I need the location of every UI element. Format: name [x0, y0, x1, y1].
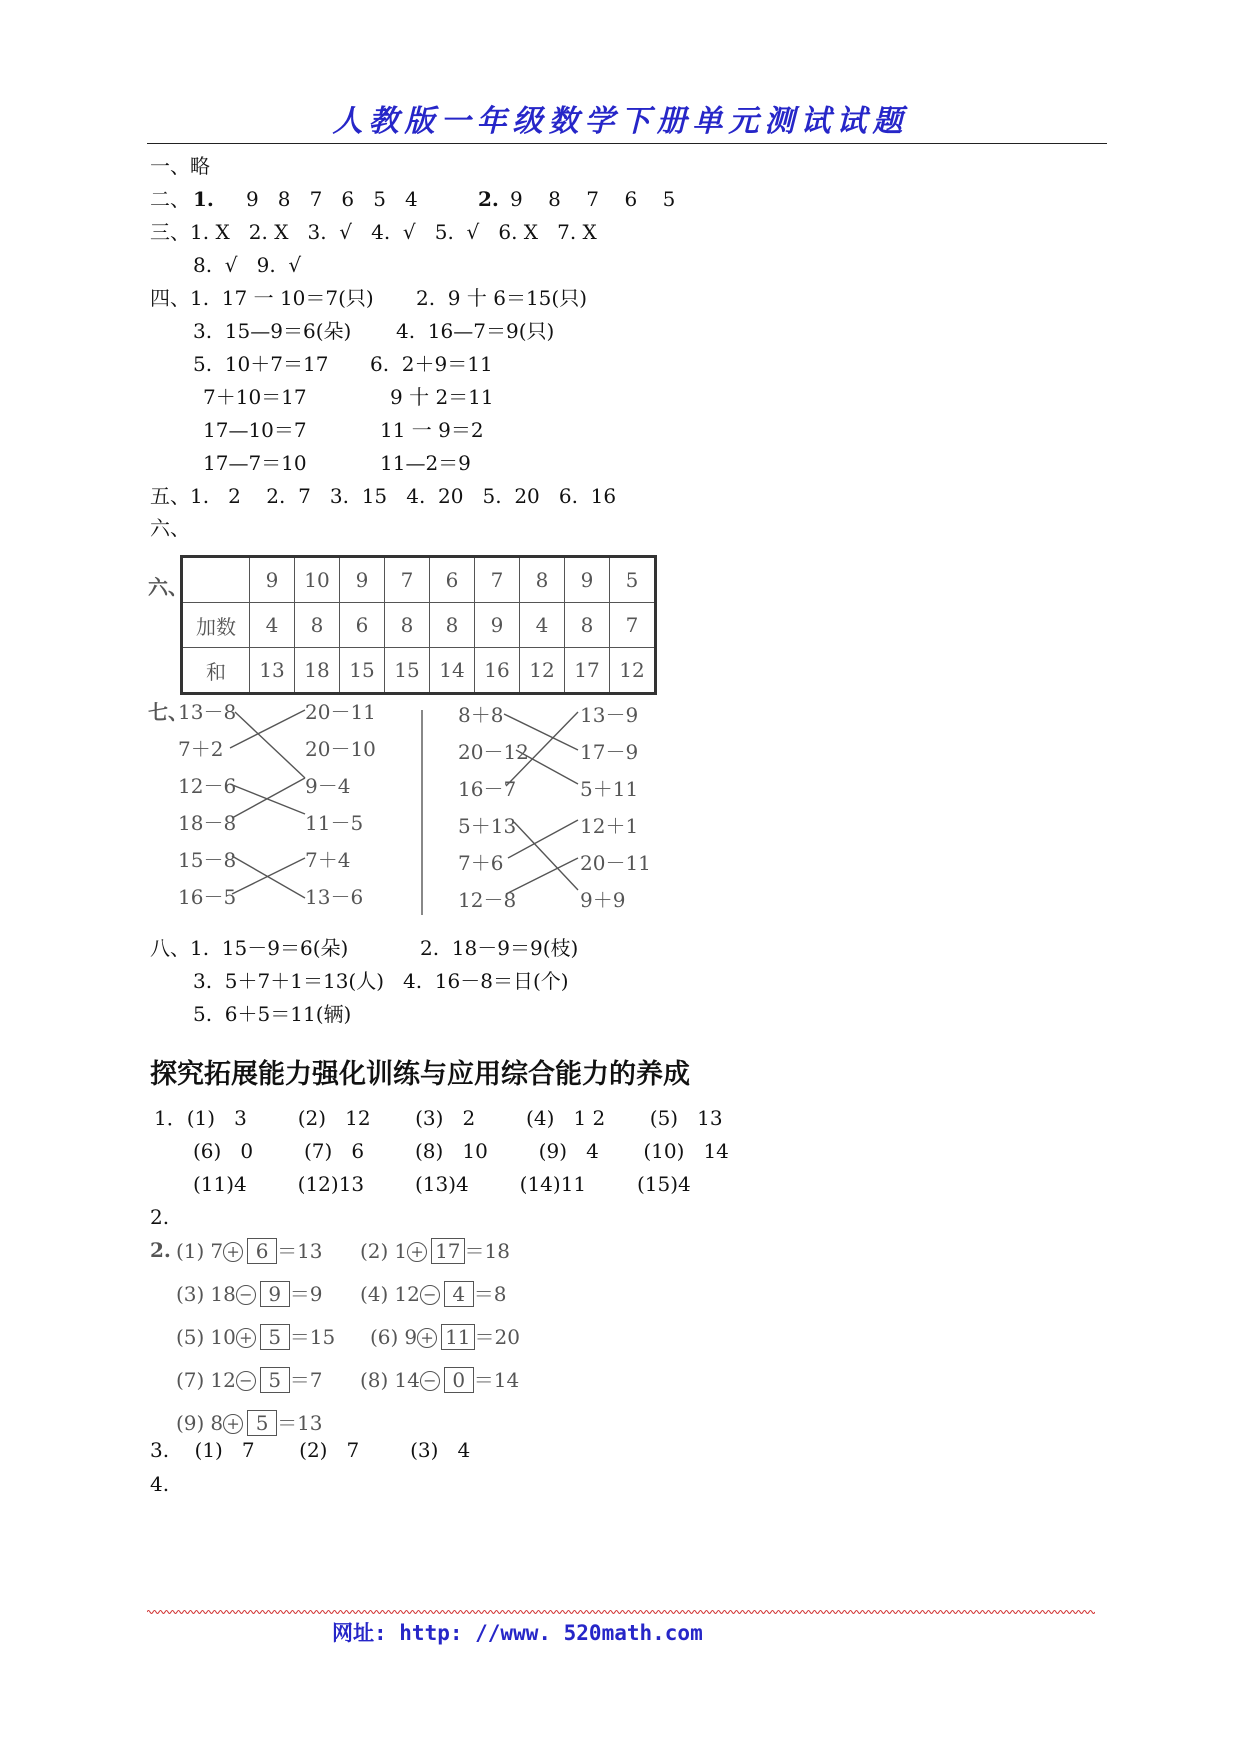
answer-s3-line2: 8. √ 9. √ — [193, 253, 302, 277]
match7-label: 七、 — [148, 700, 188, 724]
answer-s2-prefix: 二、 — [150, 187, 190, 211]
match-left-a-4: 15－8 — [178, 848, 237, 872]
match-right-b-4: 20－11 — [580, 851, 651, 875]
q2-item-id: (9) — [176, 1411, 205, 1435]
table-row — [182, 557, 656, 603]
match-right-a-2: 9－4 — [305, 774, 351, 798]
answer-s4-4: 4. 16—7＝9(只) — [396, 319, 555, 343]
q2-answer-box: 11 — [441, 1324, 474, 1350]
q2-item-id: (5) — [176, 1325, 205, 1349]
q2-result: ＝14 — [473, 1368, 520, 1392]
match-right-b-1: 17－9 — [580, 740, 639, 764]
match-left-b-3: 5＋13 — [458, 814, 517, 838]
table-cell: 12 — [610, 648, 656, 694]
q1-line1: 1．(1) 3 (2) 12 (3) 2 (4) 1 2 (5) 13 — [154, 1106, 723, 1130]
answer-s4-r1b: 9 十 2＝11 — [390, 385, 494, 409]
table6-label: 六、 — [148, 575, 188, 599]
table-cell: 7 — [610, 603, 656, 648]
q2-operator-circle: + — [407, 1242, 427, 1262]
match-left-a-5: 16－5 — [178, 885, 237, 909]
q2-number: 2. — [150, 1205, 170, 1229]
table-cell: 8 — [295, 603, 340, 648]
table-row — [182, 648, 656, 694]
answer-s8-4: 4. 16－8＝日(个) — [403, 969, 569, 993]
q2-operand: 10 — [210, 1325, 236, 1349]
table-cell — [182, 557, 250, 603]
match-left-a-3: 18－8 — [178, 811, 237, 835]
q2-item-id: (7) — [176, 1368, 205, 1392]
match-right-b-5: 9＋9 — [580, 888, 626, 912]
q2-answer-box: 0 — [444, 1367, 474, 1393]
footer-divider — [147, 1609, 1095, 1615]
matching-lines — [140, 690, 680, 930]
q2-equation — [176, 1367, 323, 1393]
q2-operator-circle: + — [223, 1242, 243, 1262]
answer-s1: 一、略 — [150, 154, 210, 178]
q2-result: ＝15 — [289, 1325, 336, 1349]
footer-url: 网址: http: //www. 520math.com — [332, 1621, 703, 1645]
q2-label: 2. — [150, 1238, 171, 1262]
match-left-b-1: 20－12 — [458, 740, 529, 764]
q2-item-id: (1) — [176, 1239, 205, 1263]
answer-s4-r2a: 17—10＝7 — [203, 418, 307, 442]
q1-line2: (6) 0 (7) 6 (8) 10 (9) 4 (10) 14 — [193, 1139, 729, 1163]
q2-answer-box: 6 — [247, 1238, 277, 1264]
q2-result: ＝13 — [277, 1411, 323, 1435]
answer-s8-5: 5. 6＋5＝11(辆) — [193, 1002, 352, 1026]
table-cell: 6 — [340, 603, 385, 648]
answer-s4-1: 四、1. 17 一 10＝7(只) — [150, 286, 374, 310]
q2-item-id: (4) — [360, 1282, 389, 1306]
q2-operand: 1 — [394, 1239, 408, 1263]
q2-operator-circle: − — [236, 1285, 256, 1305]
table-cell: 9 — [250, 557, 295, 603]
match-right-a-1: 20－10 — [305, 737, 376, 761]
table-cell: 18 — [295, 648, 340, 694]
match-left-b-2: 16－7 — [458, 777, 517, 801]
q2-operand: 9 — [404, 1325, 418, 1349]
match-left-b-0: 8＋8 — [458, 703, 504, 727]
q2-equation — [176, 1324, 335, 1350]
table-cell: 9 — [340, 557, 385, 603]
match-left-a-2: 12－6 — [178, 774, 237, 798]
q2-equation — [176, 1410, 323, 1436]
q2-equation — [176, 1281, 323, 1307]
table-cell: 6 — [430, 557, 475, 603]
table-cell: 16 — [475, 648, 520, 694]
table-cell: 4 — [250, 603, 295, 648]
q2-equation — [176, 1238, 323, 1264]
q1-line3: (11)4 (12)13 (13)4 (14)11 (15)4 — [193, 1172, 691, 1196]
q2-result: ＝13 — [277, 1239, 323, 1263]
table-cell: 8 — [430, 603, 475, 648]
match-left-b-4: 7＋6 — [458, 851, 504, 875]
table-cell: 7 — [385, 557, 430, 603]
match-right-a-3: 11－5 — [305, 811, 364, 835]
table-cell: 和 — [182, 648, 250, 694]
answer-s4-r2b: 11 一 9＝2 — [380, 418, 484, 442]
addition-table — [180, 555, 657, 695]
q2-item-id: (8) — [360, 1368, 389, 1392]
table-cell: 8 — [520, 557, 565, 603]
match-right-a-5: 13－6 — [305, 885, 364, 909]
match-left-a-0: 13－8 — [178, 700, 237, 724]
answer-s2-v1: 9 8 7 6 5 4 — [246, 187, 418, 211]
table-cell: 9 — [565, 557, 610, 603]
answer-s2-n2: 2. — [478, 187, 499, 211]
q2-result: ＝9 — [289, 1282, 323, 1306]
q2-operator-circle: + — [223, 1414, 243, 1434]
q2-answer-box: 4 — [444, 1281, 474, 1307]
q2-answer-box: 5 — [260, 1367, 290, 1393]
table-cell: 7 — [475, 557, 520, 603]
table-cell: 17 — [565, 648, 610, 694]
answer-s4-r3a: 17—7＝10 — [203, 451, 307, 475]
q2-item-id: (3) — [176, 1282, 205, 1306]
q3-line: 3. (1) 7 (2) 7 (3) 4 — [150, 1438, 471, 1462]
match-left-b-5: 12－8 — [458, 888, 517, 912]
q2-operator-circle: + — [417, 1328, 437, 1348]
match-right-b-0: 13－9 — [580, 703, 639, 727]
q2-result: ＝20 — [474, 1325, 520, 1349]
answer-s4-r1a: 7＋10＝17 — [203, 385, 307, 409]
q2-result: ＝7 — [289, 1368, 323, 1392]
q2-result: ＝8 — [473, 1282, 507, 1306]
q2-item-id: (2) — [360, 1239, 389, 1263]
q2-operand: 8 — [210, 1411, 224, 1435]
answer-s8-1: 八、1. 15－9＝6(朵) — [150, 936, 349, 960]
answer-s3-line1: 三、1. X 2. X 3. √ 4. √ 5. √ 6. X 7. X — [150, 220, 597, 244]
table-cell: 14 — [430, 648, 475, 694]
table-cell: 8 — [385, 603, 430, 648]
q2-operand: 14 — [394, 1368, 420, 1392]
q2-equation — [360, 1281, 507, 1307]
table-row — [182, 603, 656, 648]
q2-operator-circle: − — [420, 1371, 440, 1391]
table-cell: 5 — [610, 557, 656, 603]
table-cell: 4 — [520, 603, 565, 648]
answer-s5: 五、1. 2 2. 7 3. 15 4. 20 5. 20 6. 16 — [150, 484, 617, 508]
answer-s2-n1: 1. — [193, 187, 214, 211]
q2-operand: 12 — [394, 1282, 420, 1306]
answer-s4-5: 5. 10＋7＝17 — [193, 352, 329, 376]
q2-result: ＝18 — [464, 1239, 510, 1263]
q2-equation — [360, 1238, 510, 1264]
q2-operand: 12 — [210, 1368, 236, 1392]
q2-operator-circle: − — [420, 1285, 440, 1305]
q2-operand: 7 — [210, 1239, 224, 1263]
section-heading: 探究拓展能力强化训练与应用综合能力的养成 — [150, 1059, 690, 1090]
match-right-b-3: 12＋1 — [580, 814, 639, 838]
q2-answer-box: 5 — [247, 1410, 277, 1436]
table-cell: 加数 — [182, 603, 250, 648]
q2-equation — [370, 1324, 520, 1350]
table-cell: 15 — [340, 648, 385, 694]
table-cell: 8 — [565, 603, 610, 648]
answer-s4-3: 3. 15—9＝6(朵) — [193, 319, 352, 343]
table-cell: 12 — [520, 648, 565, 694]
table-cell: 15 — [385, 648, 430, 694]
q2-answer-box: 9 — [260, 1281, 290, 1307]
q2-answer-box: 17 — [431, 1238, 464, 1264]
header-divider — [147, 143, 1107, 144]
q2-item-id: (6) — [370, 1325, 399, 1349]
page-title: 人教版一年级数学下册单元测试试题 — [332, 104, 909, 139]
answer-s8-2: 2. 18－9＝9(枝) — [420, 936, 579, 960]
match-right-a-4: 7＋4 — [305, 848, 351, 872]
q2-operand: 18 — [210, 1282, 236, 1306]
answer-s4-r3b: 11—2＝9 — [380, 451, 471, 475]
answer-s2-v2: 9 8 7 6 5 — [510, 187, 676, 211]
table-cell: 9 — [475, 603, 520, 648]
answer-s4-6: 6. 2＋9＝11 — [370, 352, 493, 376]
answer-s6: 六、 — [150, 516, 190, 540]
q4-line: 4. — [150, 1472, 170, 1496]
q2-equation — [360, 1367, 519, 1393]
match-right-b-2: 5＋11 — [580, 777, 639, 801]
q2-answer-box: 5 — [260, 1324, 290, 1350]
table-cell: 13 — [250, 648, 295, 694]
answer-s8-3: 3. 5＋7＋1＝13(人) — [193, 969, 385, 993]
answer-s4-2: 2. 9 十 6＝15(只) — [416, 286, 588, 310]
table-cell: 10 — [295, 557, 340, 603]
match-right-a-0: 20－11 — [305, 700, 376, 724]
q2-operator-circle: − — [236, 1371, 256, 1391]
q2-operator-circle: + — [236, 1328, 256, 1348]
match-left-a-1: 7＋2 — [178, 737, 224, 761]
